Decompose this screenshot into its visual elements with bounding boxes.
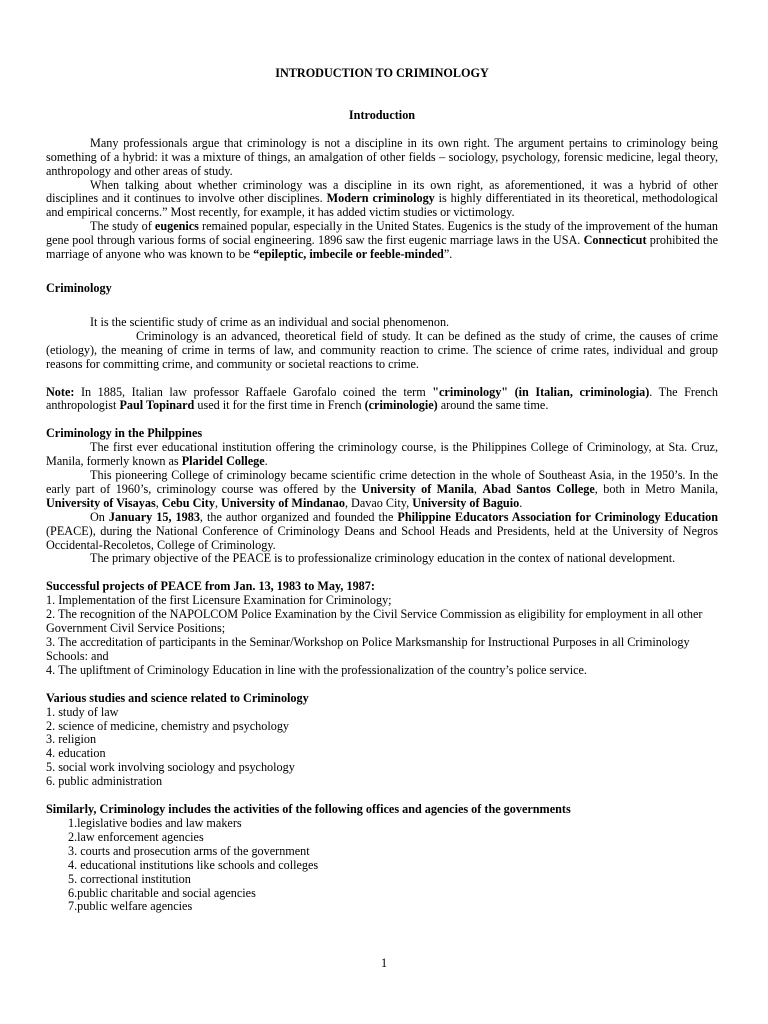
bold-text: “epileptic, imbecile or feeble-minded [253,247,444,262]
text-span: When talking about whether criminology was a discipline in its own right, as aforementioned, it was a hybrid of other disciplines and it continues to involve other disciplines. [46,177,718,206]
text-span: , [155,495,162,510]
text-span: . [519,495,523,510]
intro-paragraph-2 [46,179,718,221]
intro-heading: Introduction [348,107,416,122]
text-span: In 1885, Italian law professor Raffaele Garofalo coined the term [74,384,433,399]
list-item: 2. The recognition of the NAPOLCOM Police Examination by the Civil Service Commission as eligibility for employment in all other Government Civil Service Positions; [46,607,703,636]
philippines-paragraph-3 [46,511,718,553]
list-item: 4. education [46,746,106,761]
list-item: 3. courts and prosecution arms of the government [68,843,310,858]
text-span: The study of [90,219,155,234]
studies-list [46,706,718,789]
text-span: , [214,495,222,510]
note-paragraph [46,386,718,414]
offices-list [46,817,718,914]
text-span: is highly differentiated in its theoretical, methodological and empirical concerns.” Most recently, for example, it has added victim studies or victimology. [46,191,718,220]
text-span: , both in Metro Manila, [594,481,719,496]
philippines-paragraph-2 [46,469,718,511]
philippines-paragraph-4: The primary objective of the PEACE is to professionalize criminology education in the contex of national development. [90,551,676,566]
bold-text: Plaridel College [181,454,265,469]
list-item: 6.public charitable and social agencies [68,885,256,900]
philippines-heading: Criminology in the Philppines [46,426,203,441]
document-title: INTRODUCTION TO CRIMINOLOGY [275,66,489,80]
peace-projects-heading: Successful projects of PEACE from Jan. 13, 1983 to May, 1987: [46,579,375,594]
text-span: remained popular, especially in the United States. Eugenics is the study of the improvement of the human gene pool through various forms of social engineering. 1896 saw the first eugenic marriage laws in the USA. [46,219,718,248]
bold-text: University of Baguio [412,495,520,510]
list-item: 5. social work involving sociology and psychology [46,760,295,775]
bold-text: Abad Santos College [482,481,595,496]
list-item: 7.public welfare agencies [68,899,193,914]
bold-text: "criminology" (in Italian, criminologia) [432,384,650,399]
list-item: 5. correctional institution [68,871,191,886]
text-span: , Davao City, [344,495,413,510]
intro-paragraph-3 [46,220,718,262]
page-number: 1 [380,956,388,970]
text-span: . The French anthropologist [46,384,718,413]
text-span: . [264,454,268,469]
list-item: 3. The accreditation of participants in the Seminar/Workshop on Police Marksmanship for Instructional Purposes in all Criminology Schools: and [46,635,690,663]
text-span: On [90,509,109,524]
note-label: Note: [46,384,75,399]
bold-text: University of Manila [361,481,474,496]
bold-text: Paul Topinard [119,398,195,413]
list-item: 4. educational institutions like schools and colleges [68,857,319,872]
bold-text: January 15, 1983 [108,509,200,524]
bold-text: eugenics [154,219,199,234]
intro-paragraph-1: Many professionals argue that criminology is not a discipline in its own right. The argument pertains to criminology being something of a hybrid: it was a mixture of things, an amalgation of other fields – sociology, psychology, forensic medicine, legal theory, anthropology and other areas of study. [46,135,718,178]
bold-text: University of Mindanao [221,495,345,510]
text-span: around the same time. [437,398,549,413]
criminology-paragraph-2: Criminology is an advanced, theoretical field of study. It can be defined as the study of crime, the causes of crime (etiology), the meaning of crime in terms of law, and community reaction to crime. The science of crime rates, individual and group reasons for committing crime, and community or societal reactions to crime. [46,328,718,371]
list-item: 6. public administration [46,774,163,789]
criminology-heading: Criminology [46,280,112,295]
text-span: , the author organized and founded the [199,509,398,524]
list-item: 4. The upliftment of Criminology Education in line with the professionalization of the country’s police service. [46,662,587,677]
text-span: (PEACE), during the National Conference of Criminology Deans and School Heads and Presidents, held at the University of Negros Occidental-Recoletos, College of Criminology. [46,523,718,552]
text-span: ”. [443,247,453,262]
list-item: 2.law enforcement agencies [68,829,204,844]
list-item: 3. religion [46,732,97,747]
bold-text: University of Visayas [46,495,156,510]
bold-text: Philippine Educators Association for Criminology Education [397,509,718,524]
text-span: used it for the first time in French [194,398,365,413]
text-span: This pioneering College of criminology became scientific crime detection in the whole of Southeast Asia, in the 1950’s. In the early part of 1960’s, criminology course was offered by the [46,468,718,496]
text-span: , [473,481,483,496]
bold-text: Cebu City [161,495,215,510]
text-span: The first ever educational institution offering the criminology course, is the Philippines College of Criminology, at Sta. Cruz, Manila, formerly known as [46,440,718,469]
peace-projects-list [46,594,718,677]
list-item: 2. science of medicine, chemistry and psychology [46,718,290,733]
offices-heading: Similarly, Criminology includes the activities of the following offices and agencies of the governments [46,802,571,817]
bold-text: Modern criminology [326,191,435,206]
list-item: 1.legislative bodies and law makers [68,815,242,830]
list-item: 1. study of law [46,704,119,719]
bold-text: (criminologie) [364,398,438,413]
bold-text: Connecticut [583,233,647,248]
studies-heading: Various studies and science related to Criminology [46,690,309,705]
list-item: 1. Implementation of the first Licensure Examination for Criminology; [46,593,392,608]
text-span: prohibited the marriage of anyone who was known to be [46,233,718,262]
criminology-paragraph-1: It is the scientific study of crime as an individual and social phenomenon. [90,314,450,329]
philippines-paragraph-1 [46,441,718,469]
